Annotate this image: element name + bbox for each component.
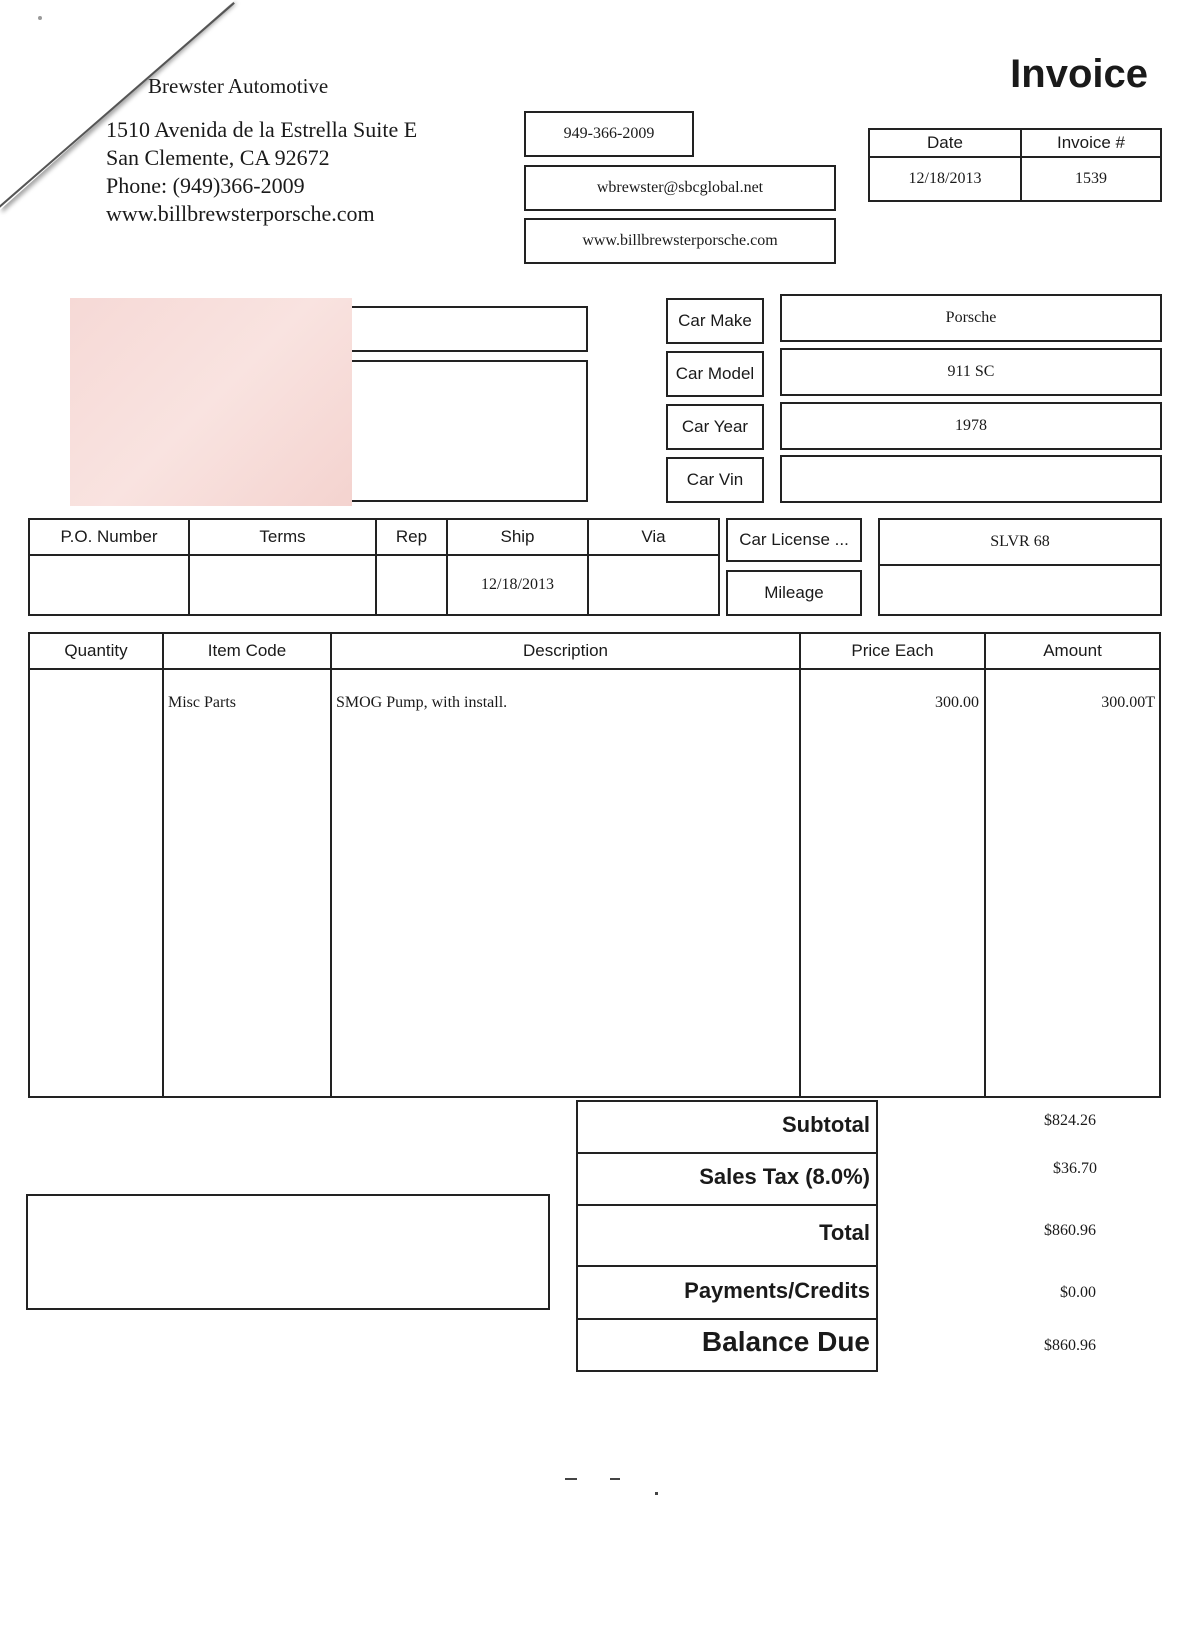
ship-value: 12/18/2013 — [481, 576, 554, 593]
car-year-label: Car Year — [681, 417, 749, 436]
item-code-header: Item Code — [207, 641, 287, 660]
ship-label: Ship — [500, 527, 535, 546]
car-model-label: Car Model — [675, 364, 755, 383]
price-each-header: Price Each — [851, 641, 934, 660]
license-mileage-value-box — [878, 518, 1162, 616]
company-address-line2: San Clemente, CA 92672 — [106, 145, 330, 170]
sales-tax-label: Sales Tax (8.0%) — [699, 1164, 870, 1189]
terms-value — [190, 556, 375, 614]
mileage-label: Mileage — [764, 583, 824, 602]
customer-id-box — [340, 306, 588, 352]
company-website: www.billbrewsterporsche.com — [106, 201, 375, 226]
order-table — [28, 518, 720, 616]
sales-tax-value: $36.70 — [1053, 1160, 1097, 1177]
car-year-value: 1978 — [955, 417, 987, 434]
row-amount: 300.00T — [1101, 694, 1155, 711]
car-make-label-box — [666, 298, 764, 344]
total-value: $860.96 — [1044, 1222, 1096, 1239]
payments-credits-value: $0.00 — [1060, 1284, 1096, 1301]
car-make-value: Porsche — [945, 309, 997, 326]
scan-speck — [38, 16, 42, 20]
redaction-patch — [70, 298, 352, 506]
row-description: SMOG Pump, with install. — [336, 694, 508, 711]
date-value: 12/18/2013 — [908, 170, 982, 187]
contact-phone-box — [524, 111, 694, 157]
car-vin-label-box — [666, 457, 764, 503]
contact-email-box — [524, 165, 836, 211]
contact-email: wbrewster@sbcglobal.net — [596, 179, 764, 196]
invoice-number-value: 1539 — [1075, 170, 1107, 187]
contact-phone: 949-366-2009 — [563, 125, 655, 142]
company-address-line1: 1510 Avenida de la Estrella Suite E — [106, 117, 418, 142]
scan-speck — [610, 1478, 620, 1480]
amount-header: Amount — [1043, 641, 1102, 660]
car-make-value-box — [780, 294, 1162, 342]
car-vin-value-box — [780, 455, 1162, 503]
quantity-header: Quantity — [64, 641, 128, 660]
payments-credits-label: Payments/Credits — [684, 1278, 870, 1303]
scan-speck — [655, 1492, 658, 1495]
po-number-value — [30, 556, 188, 614]
terms-label: Terms — [259, 527, 306, 546]
balance-due-value: $860.96 — [1044, 1337, 1096, 1354]
po-number-label: P.O. Number — [60, 527, 158, 546]
invoice-title: Invoice — [1010, 52, 1148, 96]
car-year-value-box — [780, 402, 1162, 450]
contact-website-box — [524, 218, 836, 264]
mileage-value — [880, 566, 1160, 614]
notes-box — [26, 1194, 550, 1310]
bill-to-box — [340, 360, 588, 502]
total-label: Total — [819, 1220, 870, 1245]
car-vin-label: Car Vin — [686, 470, 744, 489]
car-model-value: 911 SC — [947, 363, 995, 380]
totals-labels-box — [576, 1100, 878, 1372]
car-make-label: Car Make — [678, 311, 752, 330]
description-header: Description — [522, 641, 609, 660]
scan-speck — [565, 1478, 577, 1480]
subtotal-value: $824.26 — [1044, 1112, 1096, 1129]
car-model-value-box — [780, 348, 1162, 396]
mileage-label-box — [726, 570, 862, 616]
balance-due-label: Balance Due — [701, 1326, 870, 1357]
rep-value — [377, 556, 446, 614]
car-license-value: SLVR 68 — [990, 533, 1050, 550]
row-price-each: 300.00 — [935, 694, 979, 711]
via-label: Via — [641, 527, 666, 546]
car-model-label-box — [666, 351, 764, 397]
subtotal-label: Subtotal — [782, 1112, 870, 1137]
car-year-label-box — [666, 404, 764, 450]
row-item-code: Misc Parts — [168, 694, 236, 711]
invoice-meta-table — [868, 128, 1162, 202]
car-license-label: Car License ... — [739, 530, 849, 549]
car-license-label-box — [726, 518, 862, 562]
via-value — [589, 556, 718, 614]
items-table — [28, 632, 1161, 1098]
invoice-number-label: Invoice # — [1056, 133, 1126, 152]
contact-website: www.billbrewsterporsche.com — [582, 232, 778, 249]
rep-label: Rep — [395, 527, 428, 546]
company-name: Brewster Automotive — [148, 74, 329, 98]
date-label: Date — [927, 133, 963, 152]
company-phone: Phone: (949)366-2009 — [106, 173, 305, 198]
